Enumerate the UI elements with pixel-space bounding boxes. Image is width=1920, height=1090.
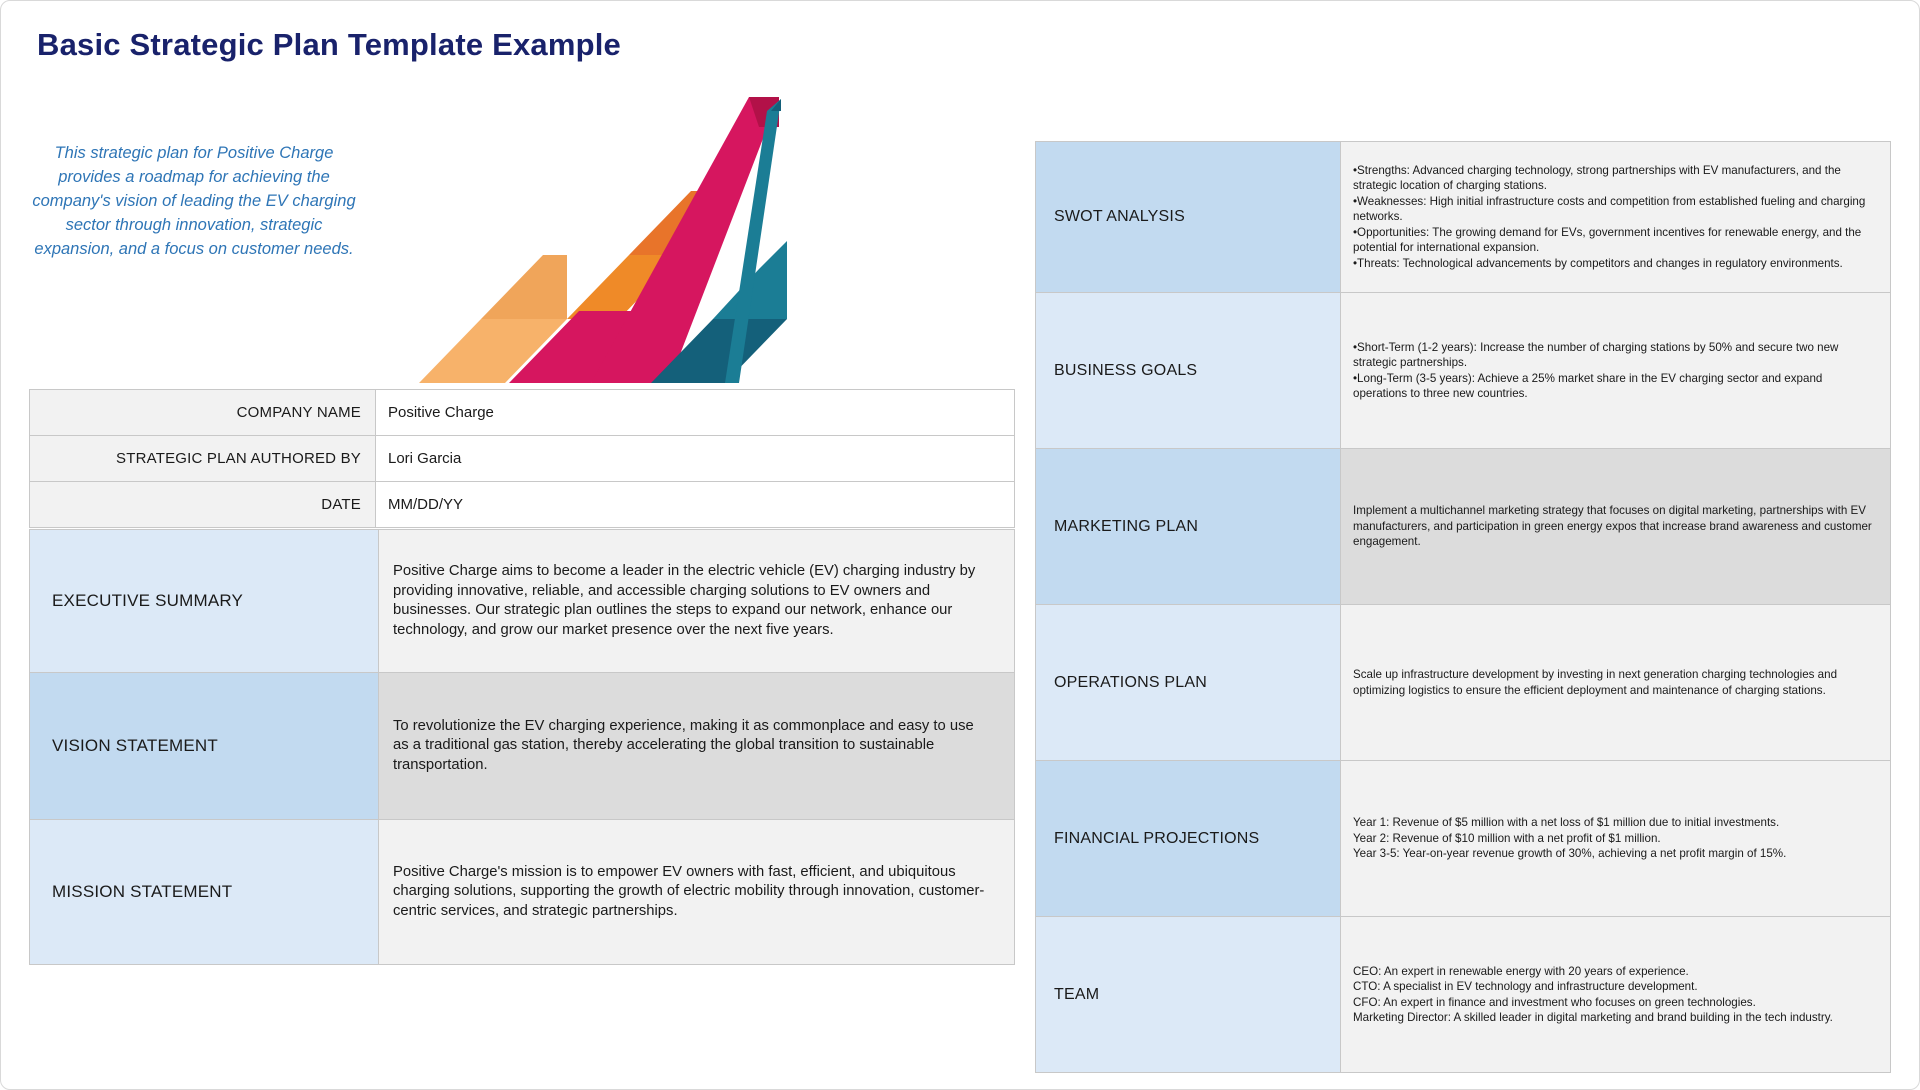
table-row — [1036, 761, 1891, 917]
table-row — [1036, 449, 1891, 605]
table-row — [30, 673, 1015, 820]
goal-line-short-term: •Short-Term (1-2 years): Increase the number of charging stations by 50% and secure two new strategic partnerships. — [1353, 340, 1839, 369]
swot-line-weaknesses: •Weaknesses: High initial infrastructure costs and competition from established fueling and charging networks. — [1353, 194, 1866, 224]
vision-statement-label: VISION STATEMENT — [30, 673, 379, 820]
table-row — [30, 820, 1015, 965]
marketing-plan-text[interactable]: Implement a multichannel marketing strategy that focuses on digital marketing, partnerships with EV manufacturers, and participation in green energy expos that increase brand awareness and customer engagement. — [1341, 449, 1891, 605]
financial-line-year3-5: Year 3-5: Year-on-year revenue growth of 30%, achieving a net profit margin of 15%. — [1353, 847, 1787, 861]
table-row — [30, 390, 1015, 436]
swot-line-opportunities: •Opportunities: The growing demand for EVs, government incentives for renewable energy, and the potential for international expansion. — [1353, 225, 1862, 255]
table-row — [30, 530, 1015, 673]
table-row — [1036, 917, 1891, 1073]
swot-line-strengths: •Strengths: Advanced charging technology, strong partnerships with EV manufacturers, and the strategic location of charging stations. — [1353, 163, 1841, 193]
table-row — [1036, 142, 1891, 293]
team-text[interactable] — [1341, 917, 1891, 1073]
authored-by-label: STRATEGIC PLAN AUTHORED BY — [30, 436, 376, 482]
business-goals-label: BUSINESS GOALS — [1036, 293, 1341, 449]
table-row — [30, 482, 1015, 528]
goal-line-long-term: •Long-Term (3-5 years): Achieve a 25% market share in the EV charging sector and expand operations to three new countries. — [1353, 371, 1823, 400]
team-label: TEAM — [1036, 917, 1341, 1073]
swot-analysis-text[interactable] — [1341, 142, 1891, 293]
executive-summary-label: EXECUTIVE SUMMARY — [30, 530, 379, 673]
intro-paragraph: This strategic plan for Positive Charge provides a roadmap for achieving the company's vision of leading the EV charging sector through innovation, strategic expansion, and a focus on customer needs. — [32, 144, 356, 258]
company-name-value[interactable]: Positive Charge — [376, 390, 1015, 436]
mission-statement-text[interactable]: Positive Charge's mission is to empower EV owners with fast, efficient, and ubiquitous charging solutions, supporting the growth of electric mobility through innovation, customer-centric services, and strategic partnerships. — [379, 820, 1015, 965]
mission-statement-label: MISSION STATEMENT — [30, 820, 379, 965]
financial-projections-text[interactable] — [1341, 761, 1891, 917]
operations-plan-text[interactable]: Scale up infrastructure development by investing in next generation charging technologies and optimizing logistics to ensure the efficient deployment and maintenance of charging stations. — [1341, 605, 1891, 761]
table-row — [1036, 605, 1891, 761]
business-goals-text[interactable] — [1341, 293, 1891, 449]
financial-line-year1: Year 1: Revenue of $5 million with a net loss of $1 million due to initial investments. — [1353, 816, 1780, 830]
authored-by-value[interactable]: Lori Garcia — [376, 436, 1015, 482]
team-line-ceo: CEO: An expert in renewable energy with 20 years of experience. — [1353, 964, 1689, 978]
date-value[interactable]: MM/DD/YY — [376, 482, 1015, 528]
table-row — [1036, 293, 1891, 449]
page-title: Basic Strategic Plan Template Example — [37, 27, 622, 62]
team-line-cfo: CFO: An expert in finance and investment who focuses on green technologies. — [1353, 995, 1756, 1009]
company-name-label: COMPANY NAME — [30, 390, 376, 436]
swot-line-threats: •Threats: Technological advancements by competitors and changes in regulatory environments. — [1353, 256, 1843, 270]
executive-summary-text[interactable]: Positive Charge aims to become a leader in the electric vehicle (EV) charging industry by providing innovative, reliable, and accessible charging solutions to EV owners and businesses. Our strategic plan outlines the steps to expand our network, enhance our technology, and grow our market presence over the next five years. — [379, 530, 1015, 673]
table-row — [30, 436, 1015, 482]
swot-analysis-label: SWOT ANALYSIS — [1036, 142, 1341, 293]
team-line-marketing-director: Marketing Director: A skilled leader in digital marketing and brand building in the tech industry. — [1353, 1011, 1833, 1024]
left-sections-table — [29, 529, 1015, 965]
ascending-arrows-illustration — [419, 81, 939, 391]
team-line-cto: CTO: A specialist in EV technology and infrastructure development. — [1353, 980, 1698, 993]
financial-projections-label: FINANCIAL PROJECTIONS — [1036, 761, 1341, 917]
vision-statement-text[interactable]: To revolutionize the EV charging experience, making it as commonplace and easy to use as a traditional gas station, thereby accelerating the global transition to sustainable transportation. — [379, 673, 1015, 820]
marketing-plan-label: MARKETING PLAN — [1036, 449, 1341, 605]
right-sections-table — [1035, 141, 1891, 1073]
company-info-table — [29, 389, 1015, 528]
date-label: DATE — [30, 482, 376, 528]
operations-plan-label: OPERATIONS PLAN — [1036, 605, 1341, 761]
financial-line-year2: Year 2: Revenue of $10 million with a net profit of $1 million. — [1353, 831, 1661, 845]
